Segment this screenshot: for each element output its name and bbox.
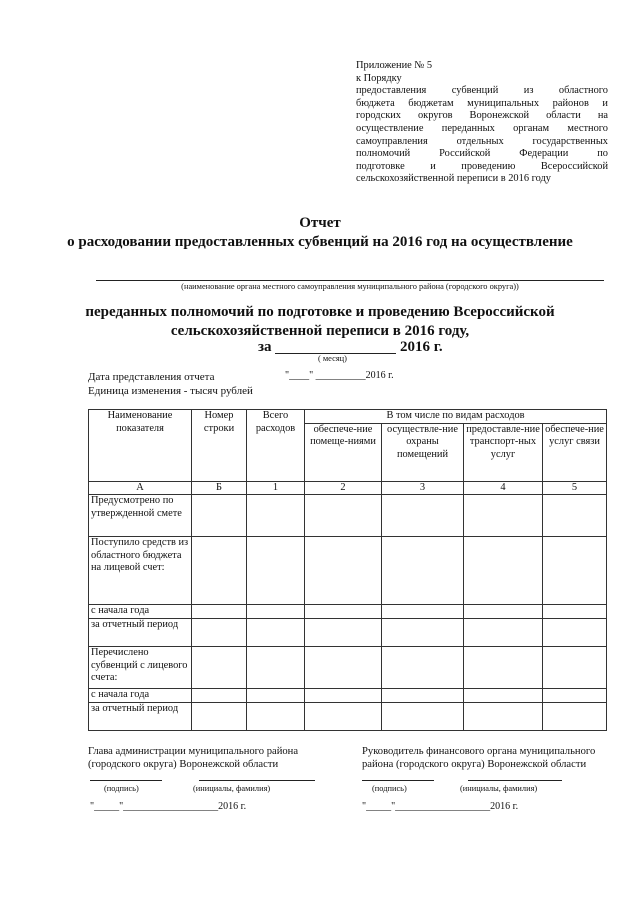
annex-line: самоуправления отдельных государственных <box>356 135 608 147</box>
value-cell <box>305 689 382 703</box>
left-signatory-title-2: (городского округа) Воронежской области <box>88 759 279 770</box>
value-cell <box>192 647 247 689</box>
value-cell <box>382 619 464 647</box>
annex-line: Приложение № 5 <box>356 60 433 71</box>
value-cell <box>464 619 543 647</box>
report-title: Отчет <box>299 215 341 231</box>
left-name-line <box>199 780 315 781</box>
right-sign-caption: (подпись) <box>372 784 407 793</box>
table-row <box>89 605 607 619</box>
date-value: "____" __________2016 г. <box>285 370 394 381</box>
value-cell <box>305 703 382 731</box>
left-name-caption: (инициалы, фамилия) <box>193 784 271 793</box>
right-sign-line <box>362 780 434 781</box>
index-row <box>89 481 607 495</box>
unit-label: Единица изменения - тысяч рублей <box>88 385 253 397</box>
value-cell <box>247 605 305 619</box>
value-cell <box>192 619 247 647</box>
value-cell <box>543 537 607 605</box>
value-cell <box>192 703 247 731</box>
value-cell <box>543 605 607 619</box>
value-cell <box>382 703 464 731</box>
value-cell <box>247 689 305 703</box>
right-name-line <box>468 780 562 781</box>
value-cell <box>382 605 464 619</box>
value-cell <box>192 495 247 537</box>
org-caption: (наименование органа местного самоуправления муниципального района (городского округа)) <box>181 282 519 291</box>
annex-line: предоставления субвенций из областного <box>356 85 608 97</box>
row-label: с начала года <box>89 689 192 703</box>
value-cell <box>192 605 247 619</box>
header-col-2: обеспече-ние помеще-ниями <box>305 423 382 481</box>
annex-line: полномочий Российской Федерации по <box>356 148 608 160</box>
value-cell <box>305 537 382 605</box>
annex-line: осуществление переданных органам местного <box>356 122 608 134</box>
date-label: Дата представления отчета <box>88 371 215 383</box>
table-row <box>89 647 607 689</box>
table-row <box>89 619 607 647</box>
annex-line: бюджета бюджетам муниципальных районов и <box>356 97 608 109</box>
right-signatory-title-2: района (городского округа) Воронежской области <box>362 759 587 770</box>
value-cell <box>247 619 305 647</box>
index-cell: А <box>89 481 192 495</box>
index-cell: 2 <box>305 481 382 495</box>
value-cell <box>382 495 464 537</box>
value-cell <box>464 537 543 605</box>
annex-line: городских округов Воронежской области на <box>356 110 608 122</box>
report-subtitle-3: сельскохозяйственной переписи в 2016 году, <box>170 323 470 339</box>
right-signatory-title: Руководитель финансового органа муниципального <box>362 746 596 757</box>
row-label: за отчетный период <box>89 619 192 647</box>
row-label: Перечислено субвенций с лицевого счета: <box>89 647 192 689</box>
table-row <box>89 537 607 605</box>
annex-line: подготовке и проведению Всероссийской <box>356 160 608 172</box>
header-row-no: Номер строки <box>192 410 247 482</box>
period-suffix: 2016 г. <box>400 339 443 355</box>
value-cell <box>382 537 464 605</box>
value-cell <box>192 537 247 605</box>
value-cell <box>247 647 305 689</box>
value-cell <box>464 647 543 689</box>
value-cell <box>305 647 382 689</box>
value-cell <box>192 689 247 703</box>
row-label: с начала года <box>89 605 192 619</box>
value-cell <box>382 647 464 689</box>
header-col-3: осуществле-ние охраны помещений <box>382 423 464 481</box>
value-cell <box>382 689 464 703</box>
value-cell <box>305 495 382 537</box>
value-cell <box>247 537 305 605</box>
header-col-4: предоставле-ние транспорт-ных услуг <box>464 423 543 481</box>
index-cell: 4 <box>464 481 543 495</box>
right-name-caption: (инициалы, фамилия) <box>460 784 538 793</box>
value-cell <box>543 689 607 703</box>
index-cell: Б <box>192 481 247 495</box>
header-col-5: обеспече-ние услуг связи <box>543 423 607 481</box>
row-label: за отчетный период <box>89 703 192 731</box>
row-label: Поступило средств из областного бюджета на лицевой счет: <box>89 537 192 605</box>
report-subtitle-2: переданных полномочий по подготовке и проведению Всероссийской <box>85 304 555 320</box>
left-sign-line <box>90 780 162 781</box>
annex-block <box>356 60 608 186</box>
left-sign-caption: (подпись) <box>104 784 139 793</box>
value-cell <box>543 703 607 731</box>
value-cell <box>464 689 543 703</box>
annex-line: сельскохозяйственной переписи в 2016 году <box>356 173 552 185</box>
value-cell <box>464 605 543 619</box>
annex-line: к Порядку <box>356 72 402 84</box>
index-cell: 5 <box>543 481 607 495</box>
index-cell: 3 <box>382 481 464 495</box>
left-signatory-title: Глава администрации муниципального района <box>88 746 299 757</box>
value-cell <box>543 495 607 537</box>
value-cell <box>464 703 543 731</box>
report-subtitle: о расходовании предоставленных субвенций на 2016 год на осуществление <box>67 234 573 250</box>
period-prefix: за <box>258 339 272 355</box>
index-cell: 1 <box>247 481 305 495</box>
value-cell <box>543 647 607 689</box>
value-cell <box>305 619 382 647</box>
right-date: "_____"___________________2016 г. <box>362 801 519 812</box>
value-cell <box>247 495 305 537</box>
header-name: Наименование показателя <box>89 410 192 482</box>
left-date: "_____"___________________2016 г. <box>90 801 247 812</box>
month-caption: ( месяц) <box>318 354 347 363</box>
row-label: Предусмотрено по утвержденной смете <box>89 495 192 537</box>
header-group: В том числе по видам расходов <box>305 410 607 424</box>
table-row <box>89 703 607 731</box>
value-cell <box>305 605 382 619</box>
table-row <box>89 495 607 537</box>
value-cell <box>464 495 543 537</box>
value-cell <box>247 703 305 731</box>
org-name-line <box>96 280 604 281</box>
header-total: Всего расходов <box>247 410 305 482</box>
value-cell <box>543 619 607 647</box>
table-row <box>89 689 607 703</box>
report-table <box>88 409 607 731</box>
